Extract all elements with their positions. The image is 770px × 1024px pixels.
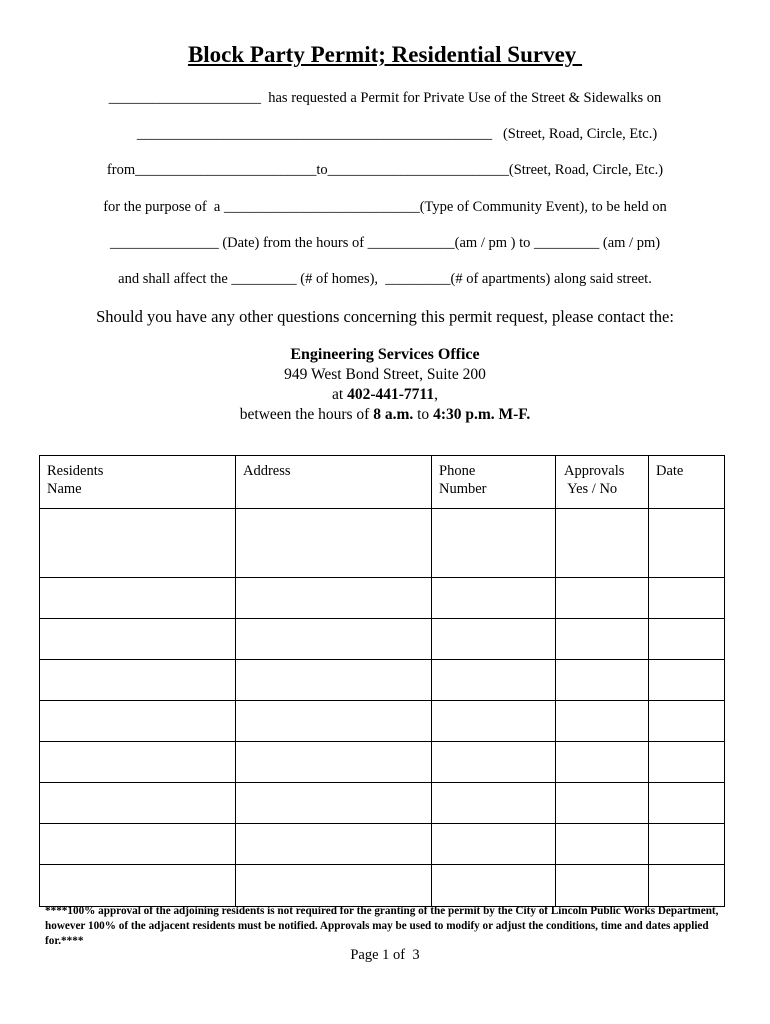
approval-cell[interactable] xyxy=(556,619,649,660)
phone-cell[interactable] xyxy=(432,865,556,907)
document-title: Block Party Permit; Residential Survey xyxy=(187,42,583,67)
header-date: Date xyxy=(649,456,725,509)
office-address: 949 West Bond Street, Suite 200 xyxy=(284,366,486,383)
phone-prefix: at xyxy=(332,386,348,403)
name-cell[interactable] xyxy=(40,742,236,783)
name-cell[interactable] xyxy=(40,824,236,865)
table-row xyxy=(40,783,725,824)
hours-start: 8 a.m. xyxy=(373,406,414,423)
table-row xyxy=(40,509,725,578)
approval-cell[interactable] xyxy=(556,578,649,619)
name-cell[interactable] xyxy=(40,509,236,578)
date-cell[interactable] xyxy=(649,742,725,783)
address-cell[interactable] xyxy=(236,824,432,865)
name-cell[interactable] xyxy=(40,701,236,742)
office-contact-block xyxy=(0,345,770,425)
name-cell[interactable] xyxy=(40,578,236,619)
table-header-row xyxy=(40,456,725,509)
page-number: Page 1 of 3 xyxy=(350,947,420,963)
approval-cell[interactable] xyxy=(556,824,649,865)
requester-line: _____________________ has requested a Permit for Private Use of the Street & Sidewalks on xyxy=(108,90,662,106)
address-cell[interactable] xyxy=(236,783,432,824)
address-cell[interactable] xyxy=(236,865,432,907)
address-cell[interactable] xyxy=(236,619,432,660)
table-row xyxy=(40,701,725,742)
header-address: Address xyxy=(236,456,432,509)
contact-question: Should you have any other questions concerning this permit request, please contact the: xyxy=(96,307,674,326)
approval-cell[interactable] xyxy=(556,701,649,742)
office-name: Engineering Services Office xyxy=(290,346,480,363)
name-cell[interactable] xyxy=(40,619,236,660)
table-row xyxy=(40,742,725,783)
address-cell[interactable] xyxy=(236,509,432,578)
name-cell[interactable] xyxy=(40,660,236,701)
date-cell[interactable] xyxy=(649,578,725,619)
approval-cell[interactable] xyxy=(556,783,649,824)
phone-cell[interactable] xyxy=(432,619,556,660)
name-cell[interactable] xyxy=(40,865,236,907)
date-cell[interactable] xyxy=(649,865,725,907)
office-hours-line xyxy=(0,405,770,425)
approval-cell[interactable] xyxy=(556,865,649,907)
address-cell[interactable] xyxy=(236,742,432,783)
header-residents-name: Residents Name xyxy=(40,456,236,509)
purpose-line: for the purpose of a ___________________________(Type of Community Event), to be held on xyxy=(103,199,667,215)
date-cell[interactable] xyxy=(649,701,725,742)
date-cell[interactable] xyxy=(649,824,725,865)
approval-cell[interactable] xyxy=(556,509,649,578)
phone-cell[interactable] xyxy=(432,824,556,865)
table-row xyxy=(40,824,725,865)
phone-cell[interactable] xyxy=(432,578,556,619)
approval-cell[interactable] xyxy=(556,742,649,783)
phone-cell[interactable] xyxy=(432,742,556,783)
date-hours-line: _______________ (Date) from the hours of ____________(am / pm ) to _________ (am / pm) xyxy=(109,235,661,251)
phone-cell[interactable] xyxy=(432,783,556,824)
table-row xyxy=(40,619,725,660)
hours-prefix: between the hours of xyxy=(239,406,374,423)
hours-mid: to xyxy=(413,406,434,423)
table-row xyxy=(40,865,725,907)
header-phone-number: Phone Number xyxy=(432,456,556,509)
office-phone-line xyxy=(0,385,770,405)
from-to-line: from_________________________to_________________________(Street, Road, Circle, Etc.) xyxy=(106,162,664,178)
table-row xyxy=(40,660,725,701)
phone-cell[interactable] xyxy=(432,701,556,742)
name-cell[interactable] xyxy=(40,783,236,824)
phone-cell[interactable] xyxy=(432,509,556,578)
residents-survey-table xyxy=(39,455,725,907)
date-cell[interactable] xyxy=(649,660,725,701)
approval-cell[interactable] xyxy=(556,660,649,701)
phone-suffix: , xyxy=(434,386,438,403)
office-phone: 402-441-7711 xyxy=(347,386,435,403)
address-cell[interactable] xyxy=(236,701,432,742)
date-cell[interactable] xyxy=(649,619,725,660)
phone-cell[interactable] xyxy=(432,660,556,701)
table-row xyxy=(40,578,725,619)
address-cell[interactable] xyxy=(236,578,432,619)
approval-footnote: ****100% approval of the adjoining residents is not required for the granting of the permit by the City of Lincoln Public Works Department, however 100% of the adjacent residents must be notified. Approvals may be used to modify or adjust the conditions, time and dates applied for.**** xyxy=(45,905,719,947)
address-cell[interactable] xyxy=(236,660,432,701)
header-approvals: Approvals Yes / No xyxy=(556,456,649,509)
street-line: _________________________________________________ (Street, Road, Circle, Etc.) xyxy=(136,126,658,142)
affected-homes-line: and shall affect the _________ (# of homes), _________(# of apartments) along said street. xyxy=(118,271,652,287)
date-cell[interactable] xyxy=(649,783,725,824)
hours-end: 4:30 p.m. M-F. xyxy=(433,406,531,423)
date-cell[interactable] xyxy=(649,509,725,578)
